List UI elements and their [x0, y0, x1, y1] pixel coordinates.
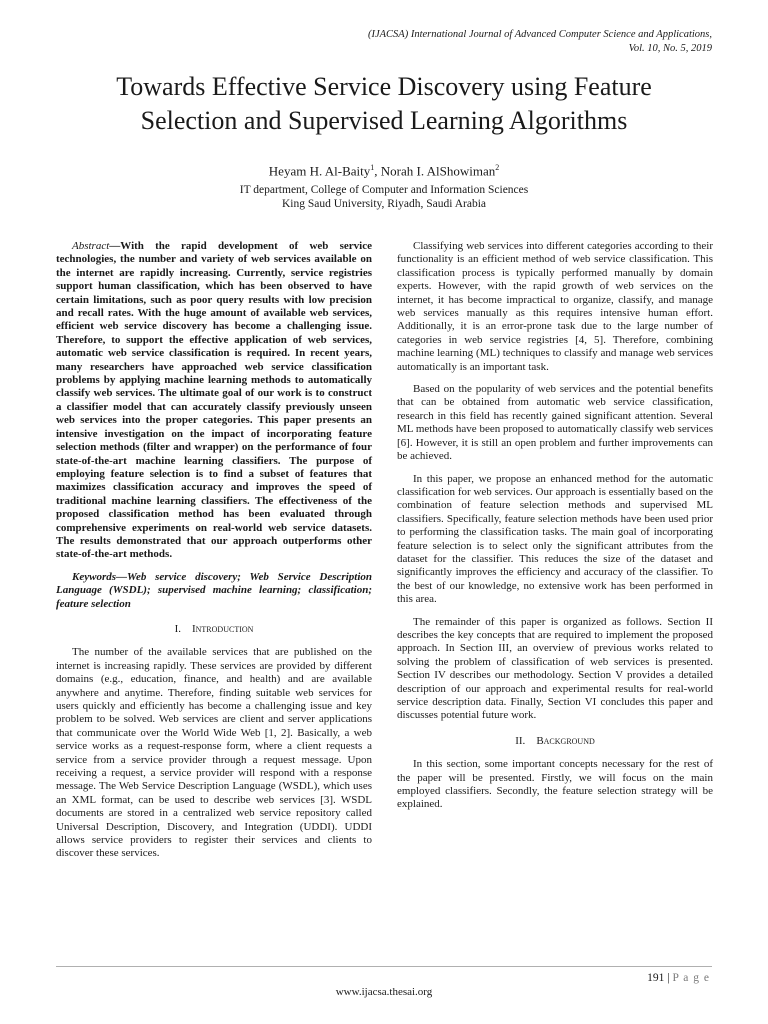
abstract-text: —With the rapid development of web service technologies, the number and variety of web services available on the internet are rapidly increasing. Currently, service registries support human classification, which has been observed to have certain limitations, such as poor query results with low precision and recall rates. With the huge amount of available web services, efficient web service discovery has become a challenging issue. Therefore, to support the effective application of web services, automatic web service classification is required. In recent years, many researchers have approached web service classification problems by applying machine learning methods to automatically classify web services. The ultimate goal of our work is to construct a classifier model that can accurately classify previously unseen web services into the proper categories. This paper presents an intensive investigation on the impact of incorporating feature selection methods (filter and wrapper) on the performance of four state-of-the-art machine learning classifiers. The purpose of employing feature selection is to find a subset of features that maximizes classification accuracy and improves the speed of traditional machine learning classifiers. The effectiveness of the proposed classification method has been evaluated through comprehensive experiments on real-world web service datasets. The results demonstrated that our approach outperforms other state-of-the-art methods. — [56, 240, 372, 561]
page-number-separator: | — [664, 972, 673, 984]
affiliation-line-2: King Saud University, Riyadh, Saudi Arabia — [282, 198, 486, 210]
journal-name: (IJACSA) International Journal of Advanced Computer Science and Applications, — [367, 29, 712, 40]
abstract-label: Abstract — [72, 240, 110, 252]
author-1: Heyam H. Al-Baity — [268, 163, 371, 179]
right-paragraph-4: The remainder of this paper is organized as follows. Section II describes the key concepts that are required to implement the proposed approach. In Section III, an overview of previous works related to solving the problem of classification of web services is presented. Section IV describes our methodology. Section V provides a detailed description of our approach and experimental results for real-world service description data. Finally, Section VI concludes this paper and discusses potential future work. — [397, 615, 713, 722]
left-column — [56, 240, 372, 870]
footer-divider — [56, 966, 712, 967]
author-2: Norah I. AlShowiman — [380, 163, 496, 179]
introduction-paragraph-1: The number of the available services that are published on the internet is increasing rapidly. These services are provided by different domains (e.g., education, finance, and health) and are available anywhere and anytime. Therefore, finding suitable web services for users quickly and efficiently has become a challenging issue and key problem to be solved. Web services are client and server applications that communicate over the World Wide Web [1, 2]. Basically, a web service works as a request-response form, where a client requests a service from a service provider through a request message. Upon receiving a request, a service provider will respond with a response message. The Web Service Description Language (WSDL), which uses an XML format, can be used to describe web services [3]. WSDL documents are stored in a centralized web service repository called Universal Description, Discovery, and Integration (UDDI). UDDI allows service providers to register their services and clients to discover these services. — [56, 646, 372, 860]
background-paragraph-1: In this section, some important concepts necessary for the rest of the paper will be presented. Firstly, we will focus on the main employed classifiers. Secondly, the feature selection strategy will be explained. — [397, 758, 713, 811]
right-paragraph-3: In this paper, we propose an enhanced method for the automatic classification for web services. Our approach is essentially based on the combination of feature selection methods and supervised ML classifiers. Specifically, feature selection methods have been used prior to performing the classification tasks. The main goal of incorporating feature selection is to select only the significant attributes from the dataset for the classifier. This reduces the size of the dataset and significantly improves the efficiency and accuracy of the classifier. To the best of our knowledge, no extensive work has been performed in this area. — [397, 472, 713, 606]
page-label: P a g e — [672, 972, 710, 984]
authors — [0, 163, 768, 179]
section-1-title: Introduction — [191, 622, 254, 635]
keywords-text: —Web service discovery; Web Service Description Language (WSDL); supervised machine learning; classification; feature selection — [56, 570, 372, 610]
right-paragraph-1: Classifying web services into different categories according to their functionality is an efficient method of web service classification. This classification process is typically performed manually by domain experts. However, with the rapid growth of web services on the internet, it has become impractical to organize, classify, and manage web services manually as this requires intensive human effort. Additionally, it is an error-prone task due to the large number of categories in web service registries [4, 5]. Therefore, combining machine learning (ML) techniques to classify and manage web services automatically is an important task. — [397, 240, 713, 373]
keywords — [56, 571, 372, 611]
section-2-number: II. — [515, 734, 526, 747]
journal-volume: Vol. 10, No. 5, 2019 — [628, 43, 712, 54]
page-number — [647, 972, 710, 984]
right-paragraph-2: Based on the popularity of web services and the potential benefits that can be obtained from automatic web service classification, research in this field has recently gained significant attention. Several ML methods have been proposed to automatically classify web services [6]. However, it is still an open problem and further improvements can be achieved. — [397, 383, 713, 463]
author-1-affil-mark: 1 — [370, 163, 375, 172]
page-number-value: 191 — [647, 972, 665, 984]
footer-url[interactable]: www.ijacsa.thesai.org — [335, 986, 433, 998]
title-line-2: Selection and Supervised Learning Algorithms — [140, 106, 628, 135]
keywords-label: Keywords — [72, 570, 116, 583]
right-column — [397, 240, 713, 821]
section-heading-background — [397, 735, 713, 748]
affiliation — [0, 183, 768, 211]
author-2-affil-mark: 2 — [495, 163, 500, 172]
affiliation-line-1: IT department, College of Computer and Information Sciences — [239, 184, 529, 196]
journal-header — [368, 28, 712, 56]
abstract — [56, 240, 372, 562]
section-2-title: Background — [536, 734, 595, 747]
section-1-number: I. — [174, 622, 181, 635]
title-line-1: Towards Effective Service Discovery using Feature — [116, 72, 652, 101]
paper-title — [40, 70, 728, 138]
section-heading-introduction — [56, 623, 372, 636]
author-separator: , — [374, 163, 381, 179]
